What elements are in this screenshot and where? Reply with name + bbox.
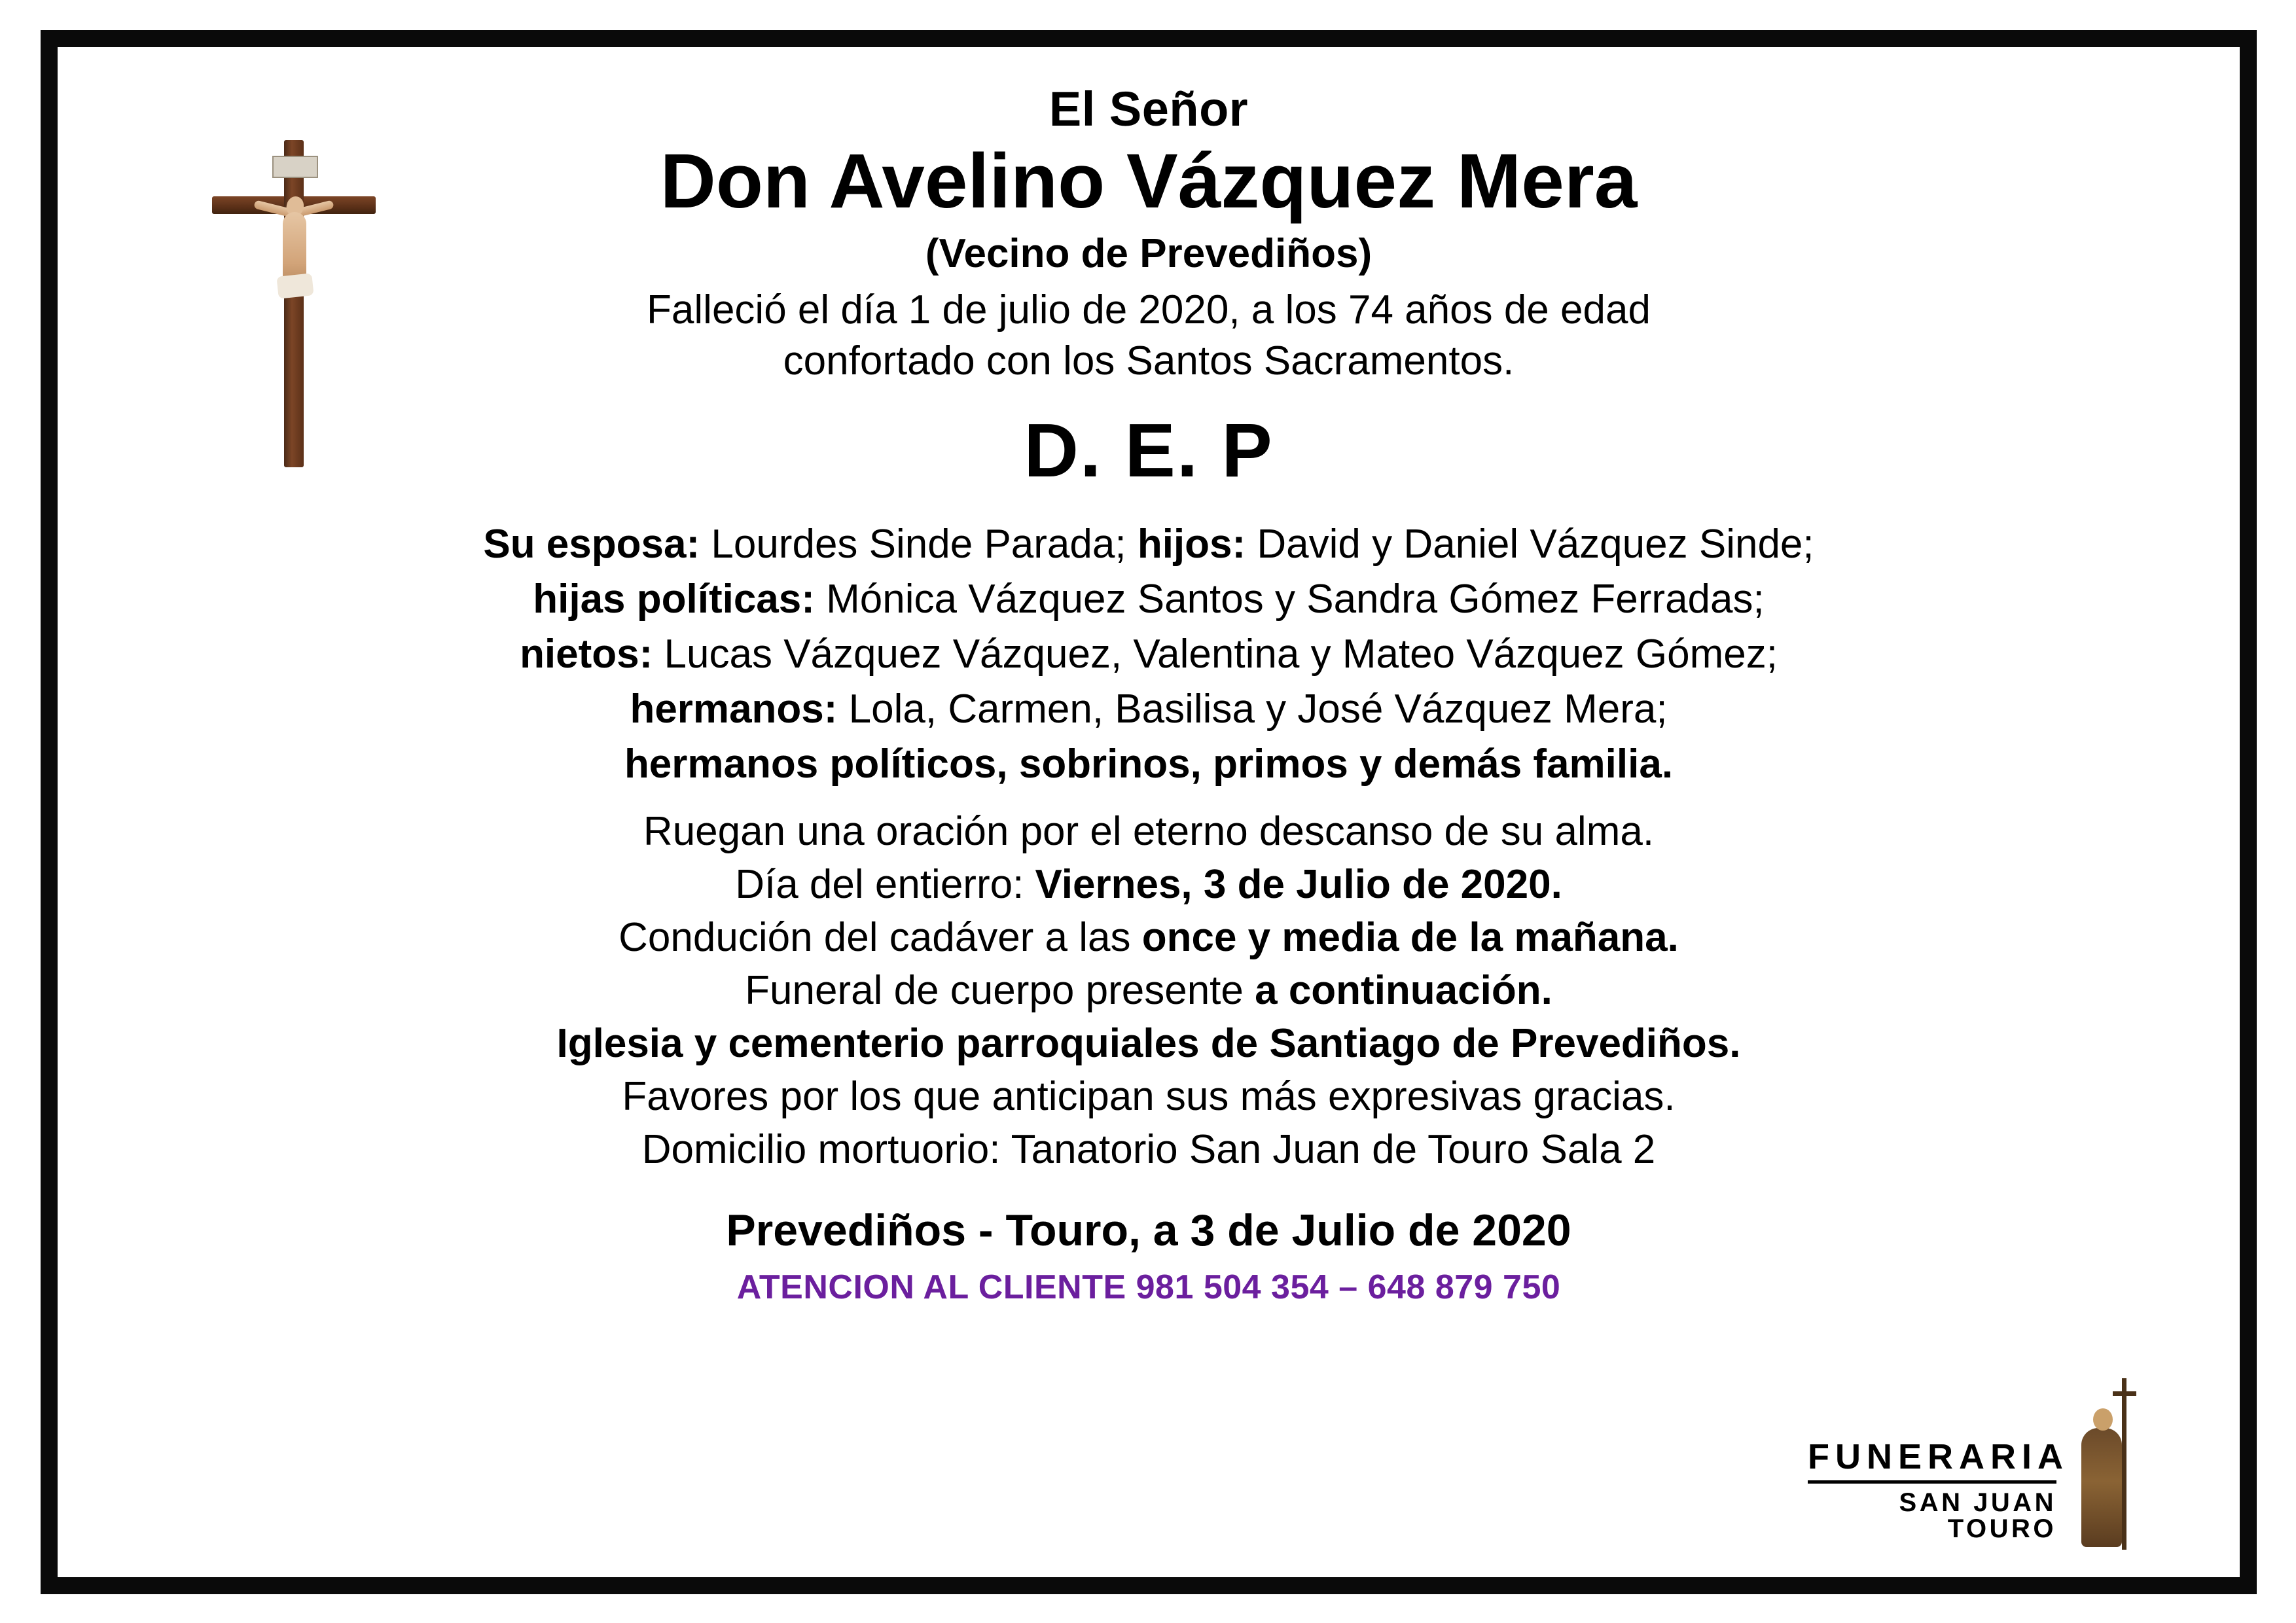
detail-procession-value: once y media de la mañana. — [1141, 915, 1679, 961]
detail-funeral-label: Funeral de cuerpo presente — [745, 968, 1255, 1014]
detail-procession — [97, 913, 2200, 963]
family-label-extended: hermanos políticos, sobrinos, primos y demás familia. — [624, 741, 1674, 787]
detail-church — [97, 1019, 2200, 1069]
deceased-name: Don Avelino Vázquez Mera — [660, 138, 1638, 225]
detail-procession-label: Condución del cadáver a las — [619, 915, 1142, 961]
saint-head — [2093, 1408, 2113, 1431]
detail-mortuary — [97, 1125, 2200, 1175]
detail-church-value: Iglesia y cementerio parroquiales de Santiago de Prevediños. — [556, 1020, 1741, 1066]
family-list — [58, 519, 2240, 791]
detail-thanks-text: Favores por los que anticipan sus más expresivas gracias. — [622, 1073, 1676, 1119]
family-line-daughters-in-law — [136, 574, 2161, 625]
saint-robe — [2081, 1428, 2122, 1547]
family-line-grandchildren — [136, 629, 2161, 680]
logo-divider — [1808, 1480, 2056, 1484]
family-value-spouse: Lourdes Sinde Parada; — [700, 521, 1138, 567]
obituary-notice-card — [41, 30, 2257, 1594]
closing-place-date: Prevediños - Touro, a 3 de Julio de 2020 — [726, 1205, 1571, 1255]
saint-figure-icon — [2064, 1372, 2142, 1555]
family-label-grandchildren: nietos: — [520, 632, 653, 677]
honorific-line: El Señor — [1049, 82, 1249, 136]
rip-abbreviation: D. E. P — [1024, 408, 1274, 493]
logo-line-1: FUNERARIA — [1808, 1437, 2069, 1476]
detail-prayer — [97, 807, 2200, 857]
detail-prayer-text: Ruegan una oración por el eterno descanso de su alma. — [643, 809, 1655, 855]
family-value-daughters-in-law: Mónica Vázquez Santos y Sandra Gómez Ferradas; — [814, 577, 1765, 622]
saint-staff — [2122, 1378, 2126, 1550]
family-value-grandchildren: Lucas Vázquez Vázquez, Valentina y Mateo Vázquez Gómez; — [653, 632, 1778, 677]
saint-staff-cross — [2113, 1391, 2136, 1396]
family-label-spouse: Su esposa: — [483, 521, 700, 567]
family-line-siblings — [136, 684, 2161, 735]
family-value-children: David y Daniel Vázquez Sinde; — [1246, 521, 1814, 567]
death-date-line: Falleció el día 1 de julio de 2020, a los 74 años de edad — [647, 287, 1651, 333]
family-label-siblings: hermanos: — [630, 687, 838, 732]
detail-burial-day — [97, 860, 2200, 910]
family-line-extended — [136, 739, 2161, 790]
logo-wordmark — [1808, 1437, 2069, 1543]
family-label-daughters-in-law: hijas políticas: — [533, 577, 815, 622]
detail-mortuary-text: Domicilio mortuorio: Tanatorio San Juan de Touro Sala 2 — [641, 1126, 1656, 1172]
residence-line: (Vecino de Prevediños) — [925, 230, 1372, 276]
detail-thanks — [97, 1072, 2200, 1122]
detail-burial-day-value: Viernes, 3 de Julio de 2020. — [1035, 862, 1562, 908]
family-label-children: hijos: — [1137, 521, 1246, 567]
customer-service-phone: ATENCION AL CLIENTE 981 504 354 – 648 879 750 — [736, 1268, 1561, 1307]
family-value-siblings: Lola, Carmen, Basilisa y José Vázquez Mera; — [837, 687, 1668, 732]
detail-funeral — [97, 966, 2200, 1016]
notice-inner — [58, 47, 2240, 1577]
funeral-home-logo — [1801, 1365, 2220, 1561]
logo-line-2: SAN JUAN TOURO — [1899, 1488, 2056, 1543]
detail-burial-day-label: Día del entierro: — [735, 862, 1035, 908]
notice-text-column — [58, 47, 2240, 1307]
service-details — [58, 807, 2240, 1175]
family-line-spouse-children — [136, 519, 2161, 570]
sacraments-line: confortado con los Santos Sacramentos. — [783, 338, 1515, 383]
detail-funeral-value: a continuación. — [1255, 968, 1552, 1014]
